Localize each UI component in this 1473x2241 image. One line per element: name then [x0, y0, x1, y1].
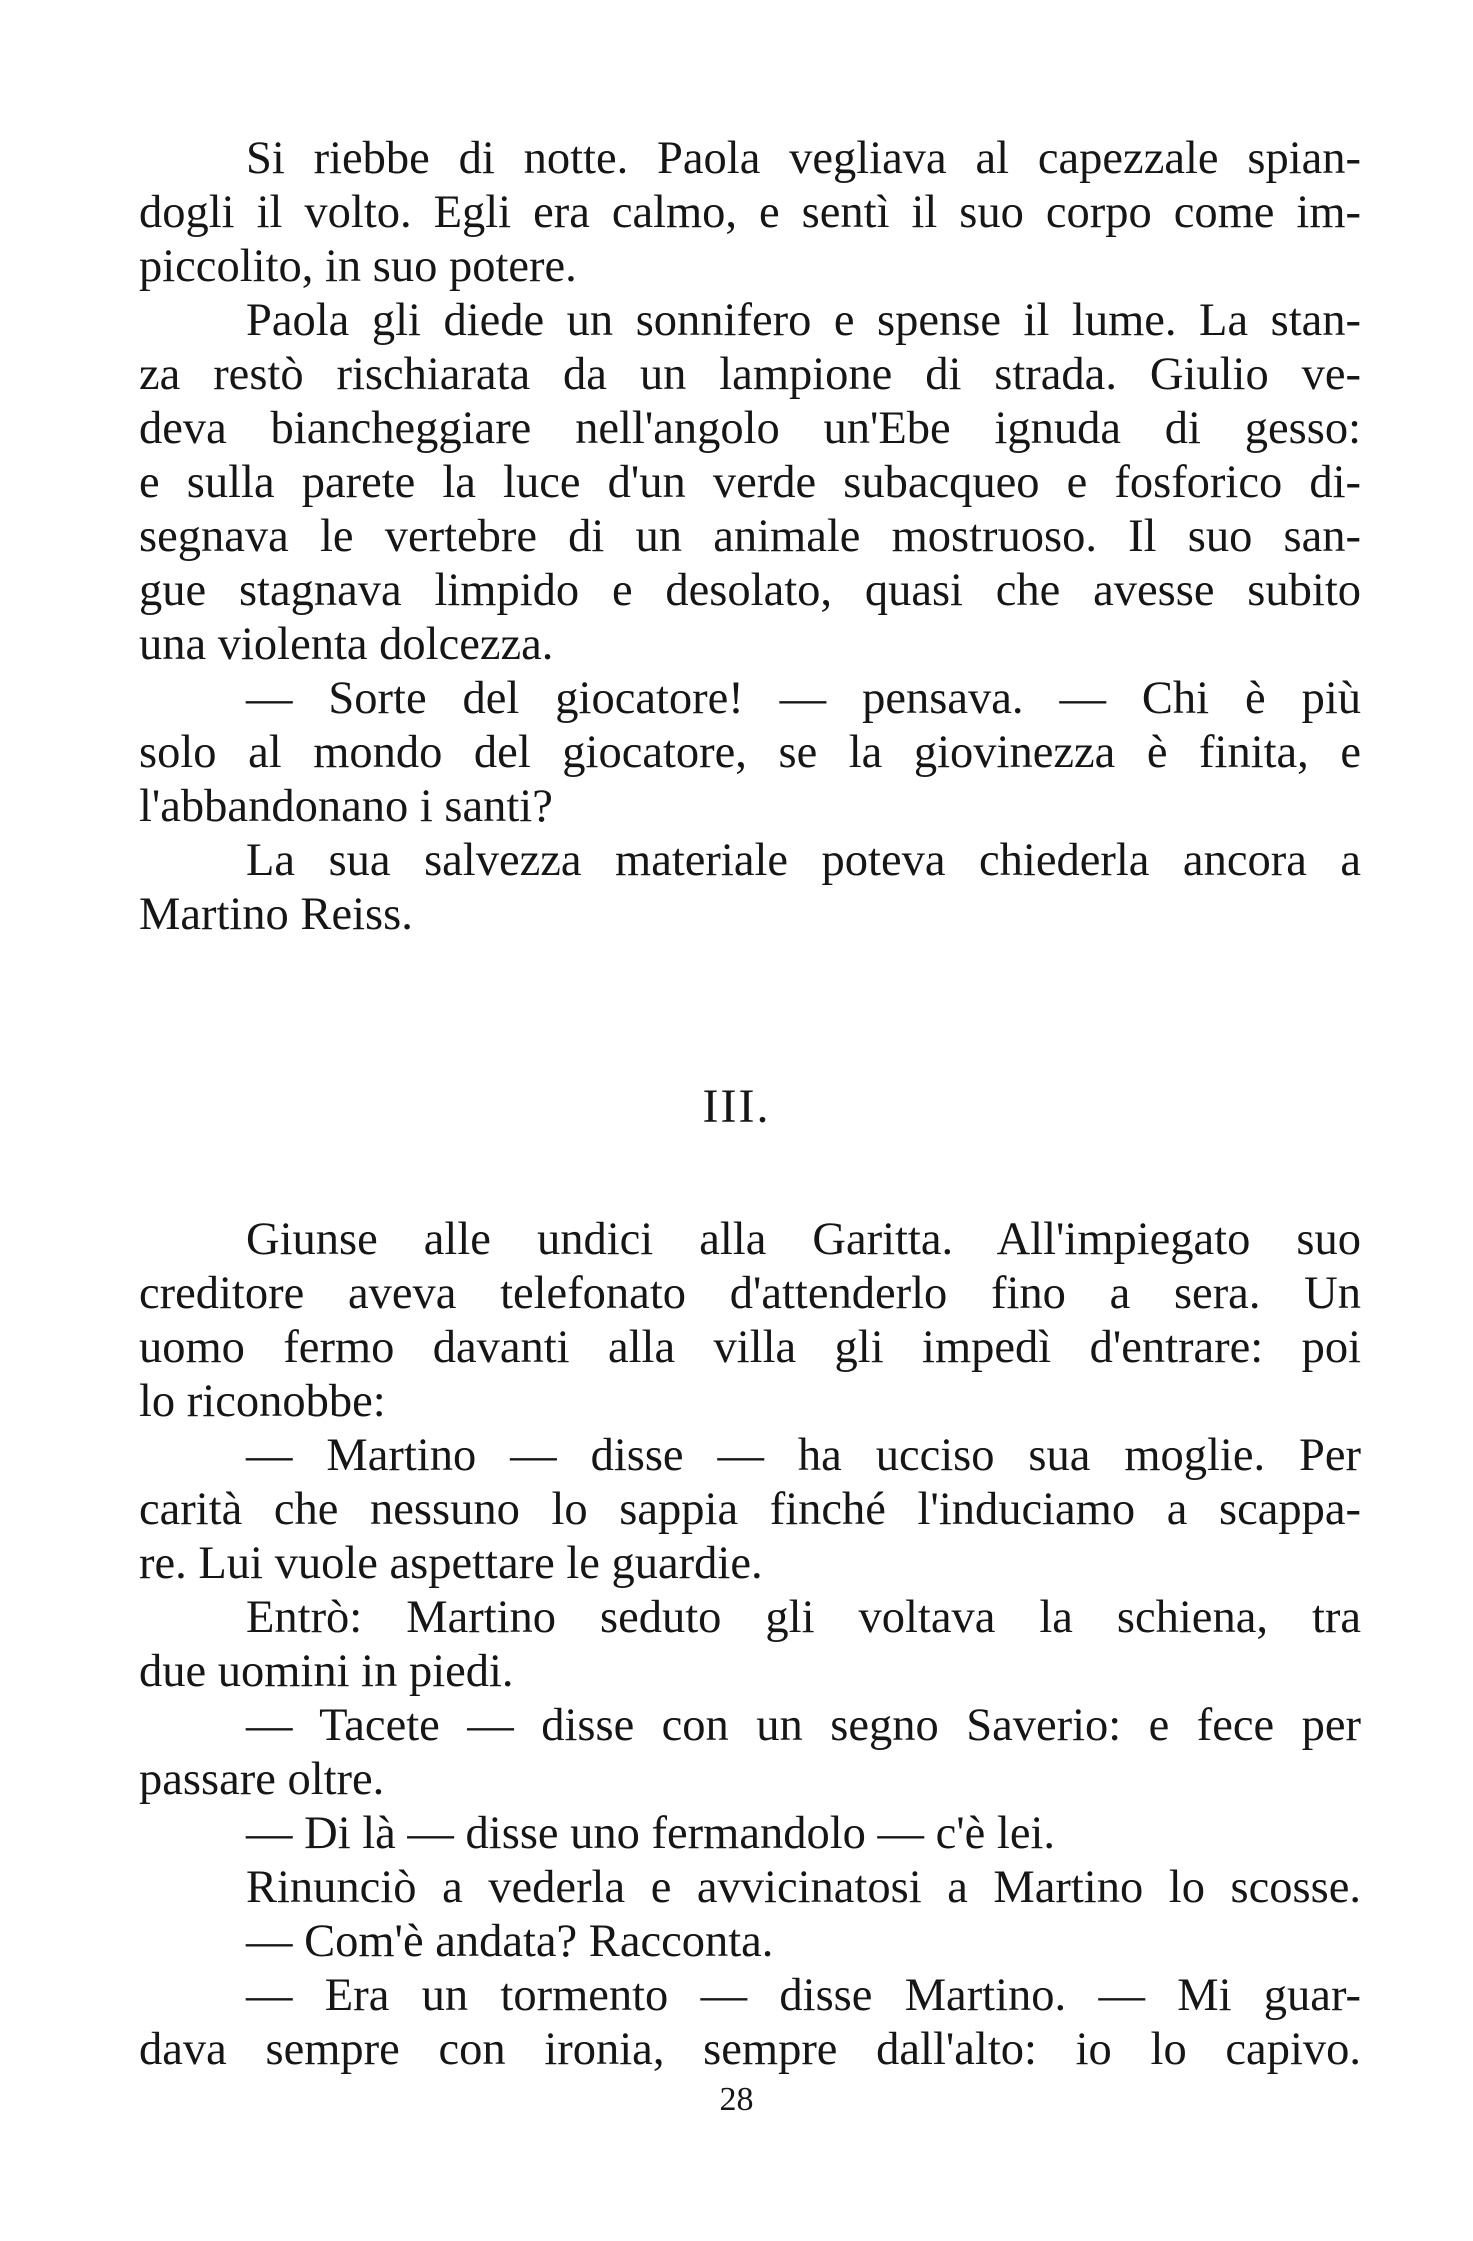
text-line: Entrò: Martino seduto gli voltava la schiena, tra [246, 1592, 1361, 1643]
text-line: e sulla parete la luce d'un verde subacqueo e fosforico di- [139, 457, 1361, 508]
text-line: creditore aveva telefonato d'attenderlo fino a sera. Un [139, 1268, 1361, 1319]
text-line: una violenta dolcezza. [139, 619, 554, 670]
text-line: — Martino — disse — ha ucciso sua moglie. Per [246, 1430, 1361, 1481]
text-line: uomo fermo davanti alla villa gli impedì d'entrare: poi [139, 1322, 1361, 1373]
text-line: — Com'è andata? Racconta. [246, 1916, 774, 1967]
text-line: dava sempre con ironia, sempre dall'alto: io lo capivo. [139, 2024, 1361, 2075]
text-line: — Sorte del giocatore! — pensava. — Chi è più [246, 673, 1361, 724]
text-line: Si riebbe di notte. Paola vegliava al capezzale spian- [246, 133, 1361, 184]
text-line: l'abbandonano i santi? [139, 781, 553, 832]
chapter-heading: III. [702, 1080, 771, 1133]
text-line: piccolito, in suo potere. [139, 241, 577, 292]
text-line: — Era un tormento — disse Martino. — Mi guar- [246, 1970, 1361, 2021]
text-line: Martino Reiss. [139, 889, 413, 940]
text-line: passare oltre. [139, 1754, 385, 1805]
text-block-2 [139, 1213, 1361, 2077]
text-line: — Tacete — disse con un segno Saverio: e fece per [246, 1700, 1361, 1751]
text-line: lo riconobbe: [139, 1376, 386, 1427]
text-line: due uomini in piedi. [139, 1646, 514, 1697]
text-line: deva biancheggiare nell'angolo un'Ebe ignuda di gesso: [139, 403, 1361, 454]
text-line: segnava le vertebre di un animale mostruoso. Il suo san- [139, 511, 1361, 562]
text-line: Rinunciò a vederla e avvicinatosi a Martino lo scosse. [246, 1862, 1361, 1913]
text-line: re. Lui vuole aspettare le guardie. [139, 1538, 763, 1589]
text-line: La sua salvezza materiale poteva chiederla ancora a [246, 835, 1361, 886]
text-line: dogli il volto. Egli era calmo, e sentì il suo corpo come im- [139, 187, 1361, 238]
text-line: Giunse alle undici alla Garitta. All'impiegato suo [246, 1214, 1361, 1265]
page-number: 28 [719, 2081, 754, 2118]
text-block-1 [139, 132, 1361, 942]
text-line: gue stagnava limpido e desolato, quasi che avesse subito [139, 565, 1361, 616]
text-line: carità che nessuno lo sappia finché l'induciamo a scappa- [139, 1484, 1361, 1535]
text-line: solo al mondo del giocatore, se la giovinezza è finita, e [139, 727, 1361, 778]
text-line: za restò rischiarata da un lampione di strada. Giulio ve- [139, 349, 1361, 400]
text-line: — Di là — disse uno fermandolo — c'è lei. [246, 1808, 1056, 1859]
text-line: Paola gli diede un sonnifero e spense il lume. La stan- [246, 295, 1361, 346]
